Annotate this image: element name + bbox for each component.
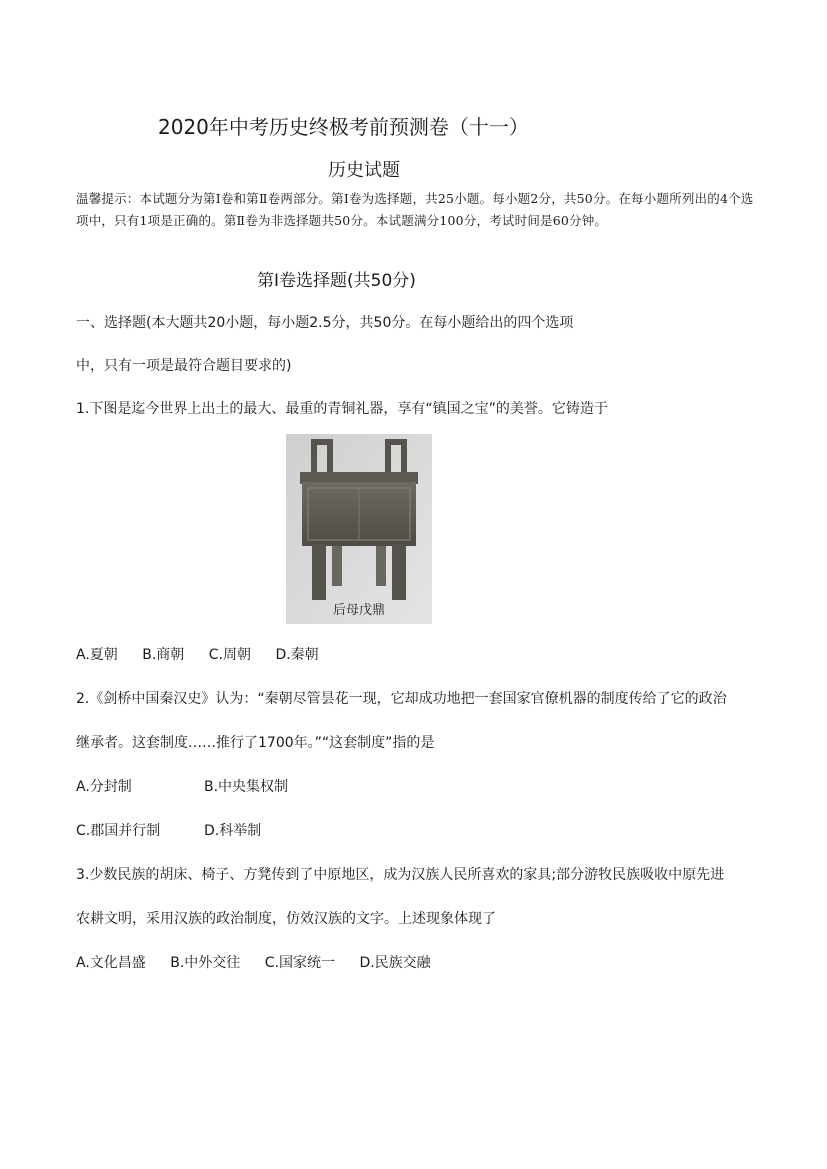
question-2-option-d: D.科举制 <box>204 823 262 839</box>
question-2-option-b: B.中央集权制 <box>204 779 289 795</box>
bronze-ding-icon <box>286 434 432 624</box>
bronze-ding-image <box>286 434 432 624</box>
question-2-option-c: C.郡国并行制 <box>76 823 161 839</box>
option-b: B.中外交往 <box>170 955 241 971</box>
page-title: 2020年中考历史终极考前预测卷（十一） <box>158 115 529 139</box>
question-1-options <box>76 644 319 664</box>
section-instruction-line2: 中，只有一项是最符合题目要求的) <box>76 358 292 374</box>
section-instruction-line1: 一、选择题(本大题共20小题，每小题2.5分，共50分。在每小题给出的四个选项 <box>76 315 574 331</box>
question-2-stem-line1: 2.《剑桥中国秦汉史》认为：“秦朝尽管昙花一现，它却成功地把一套国家官僚机器的制度传给了它的政治 <box>76 691 727 707</box>
question-3-stem-line2: 农耕文明，采用汉族的政治制度，仿效汉族的文字。上述现象体现了 <box>76 911 496 927</box>
section-title: 第Ⅰ卷选择题(共50分) <box>257 271 416 291</box>
option-d: D.民族交融 <box>359 955 431 971</box>
option-c: C.国家统一 <box>264 955 335 971</box>
option-a: A.文化昌盛 <box>76 955 146 971</box>
figure-caption: 后母戊鼎 <box>332 603 385 618</box>
question-2-option-a: A.分封制 <box>76 779 132 795</box>
exam-notice: 温馨提示：本试题分为第Ⅰ卷和第Ⅱ卷两部分。第Ⅰ卷为选择题，共25小题。每小题2分，共50分。在每小题所列出的4个选项中，只有1项是正确的。第Ⅱ卷为非选择题共50分。本试题满分100分，考试时间是60分钟。 <box>76 191 754 228</box>
question-2-stem-line2: 继承者。这套制度……推行了1700年。”“这套制度”指的是 <box>76 735 435 751</box>
option-a: A.夏朝 <box>76 647 118 663</box>
question-1-stem: 1.下图是迄今世界上出土的最大、最重的青铜礼器，享有“镇国之宝”的美誉。它铸造于 <box>76 401 608 417</box>
option-b: B.商朝 <box>142 647 185 663</box>
question-3-stem-line1: 3.少数民族的胡床、椅子、方凳传到了中原地区，成为汉族人民所喜欢的家具;部分游牧民族吸收中原先进 <box>76 867 725 883</box>
option-d: D.秦朝 <box>275 647 319 663</box>
question-3-options <box>76 952 431 972</box>
option-c: C.周朝 <box>208 647 251 663</box>
page-subtitle: 历史试题 <box>328 160 400 181</box>
